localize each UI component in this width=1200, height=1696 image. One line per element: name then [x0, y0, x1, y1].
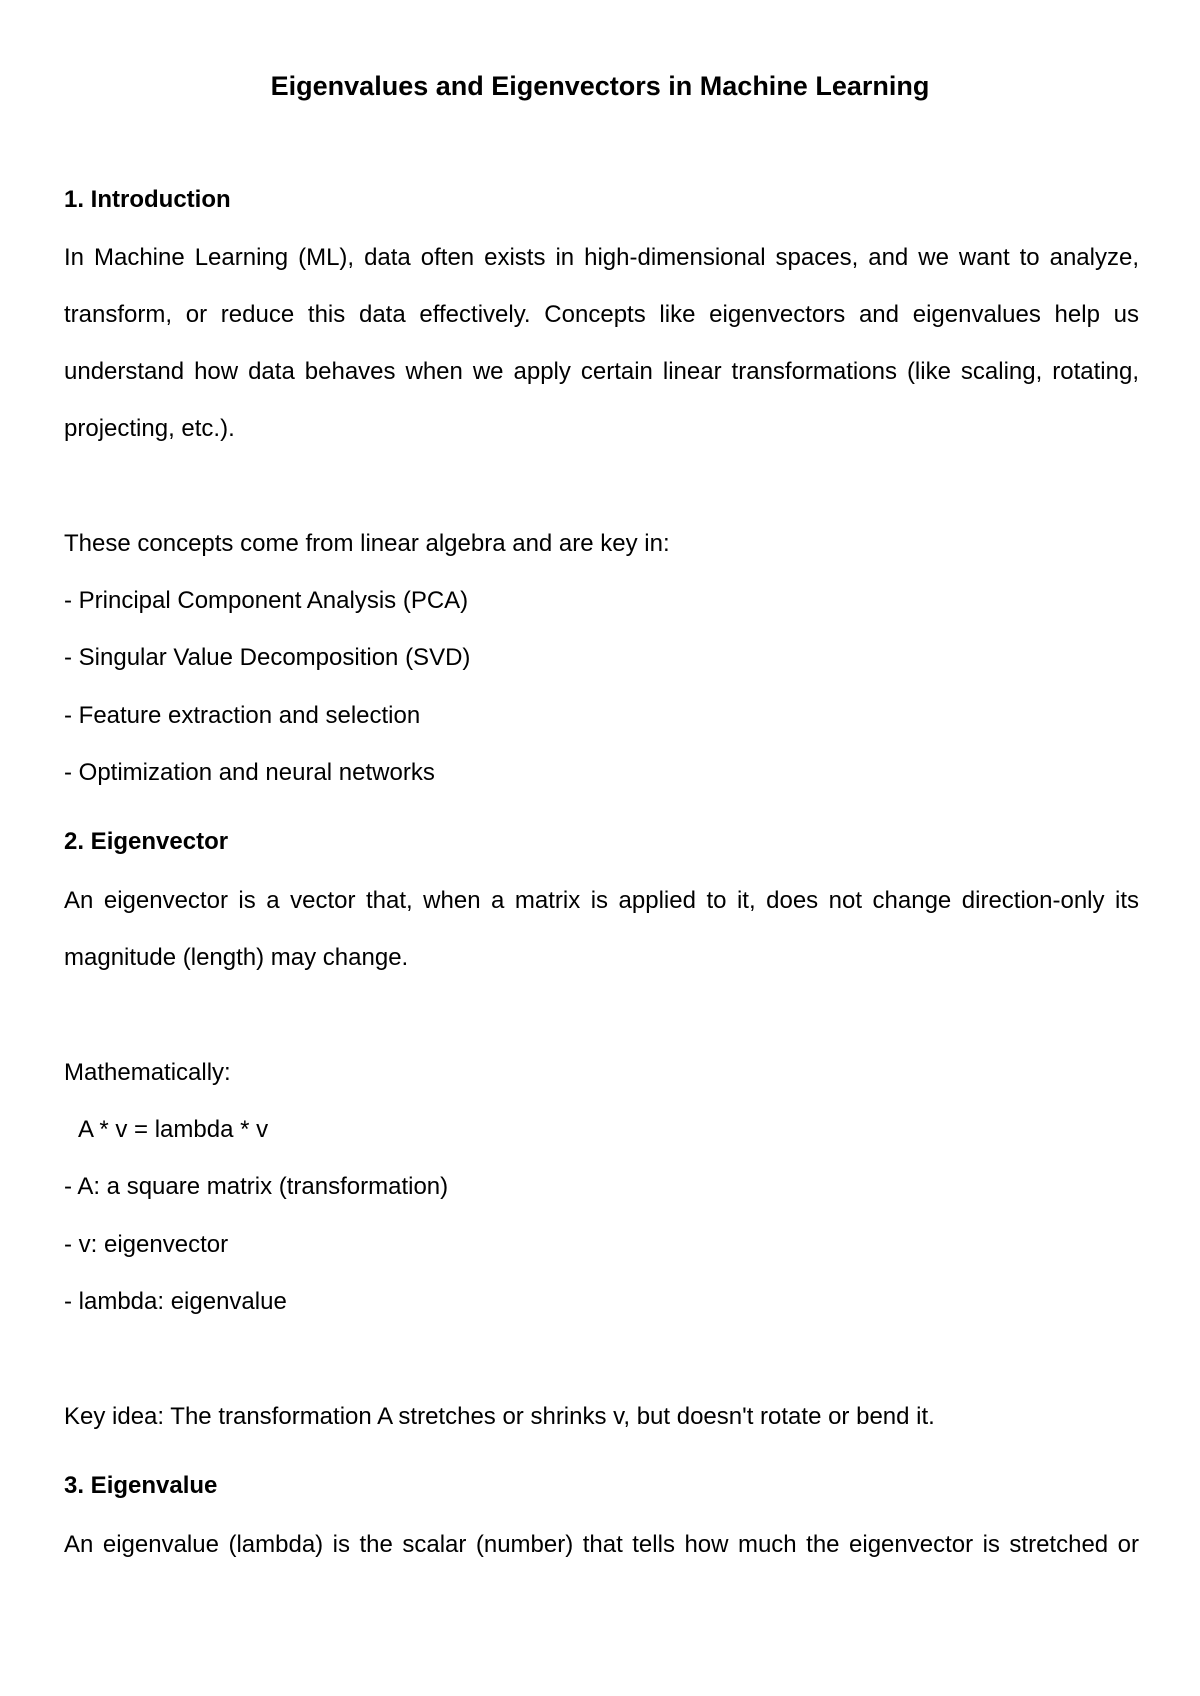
document-title: Eigenvalues and Eigenvectors in Machine Learning — [270, 71, 930, 101]
section-heading-eigenvalue: 3. Eigenvalue — [64, 1472, 218, 1499]
eigenvector-paragraph-line-1: An eigenvector is a vector that, when a matrix is applied to it, does not change direction-only its — [64, 887, 1139, 914]
introduction-paragraph-line-2: transform, or reduce this data effectively. Concepts like eigenvectors and eigenvalues help us — [64, 301, 1139, 328]
introduction-paragraph-line-3: understand how data behaves when we apply certain linear transformations (like scaling, rotating, — [64, 358, 1139, 385]
eigenvalue-paragraph-line-1: An eigenvalue (lambda) is the scalar (number) that tells how much the eigenvector is stretched or — [64, 1531, 1139, 1558]
list-item: - Singular Value Decomposition (SVD) — [64, 644, 471, 671]
eigenvector-paragraph-line-2: magnitude (length) may change. — [64, 944, 409, 971]
definition-item: - lambda: eigenvalue — [64, 1288, 287, 1315]
eigen-equation: A * v = lambda * v — [78, 1116, 269, 1143]
math-label: Mathematically: — [64, 1059, 231, 1086]
definition-item: - A: a square matrix (transformation) — [64, 1173, 449, 1200]
key-in-intro: These concepts come from linear algebra and are key in: — [64, 530, 670, 557]
section-heading-introduction: 1. Introduction — [64, 186, 231, 213]
list-item: - Principal Component Analysis (PCA) — [64, 587, 469, 614]
key-idea: Key idea: The transformation A stretches or shrinks v, but doesn't rotate or bend it. — [64, 1403, 935, 1430]
list-item: - Feature extraction and selection — [64, 702, 421, 729]
definition-item: - v: eigenvector — [64, 1231, 229, 1258]
introduction-paragraph-line-4: projecting, etc.). — [64, 415, 235, 442]
list-item: - Optimization and neural networks — [64, 759, 435, 786]
section-heading-eigenvector: 2. Eigenvector — [64, 828, 229, 855]
introduction-paragraph-line-1: In Machine Learning (ML), data often exists in high-dimensional spaces, and we want to analyze, — [64, 244, 1139, 271]
